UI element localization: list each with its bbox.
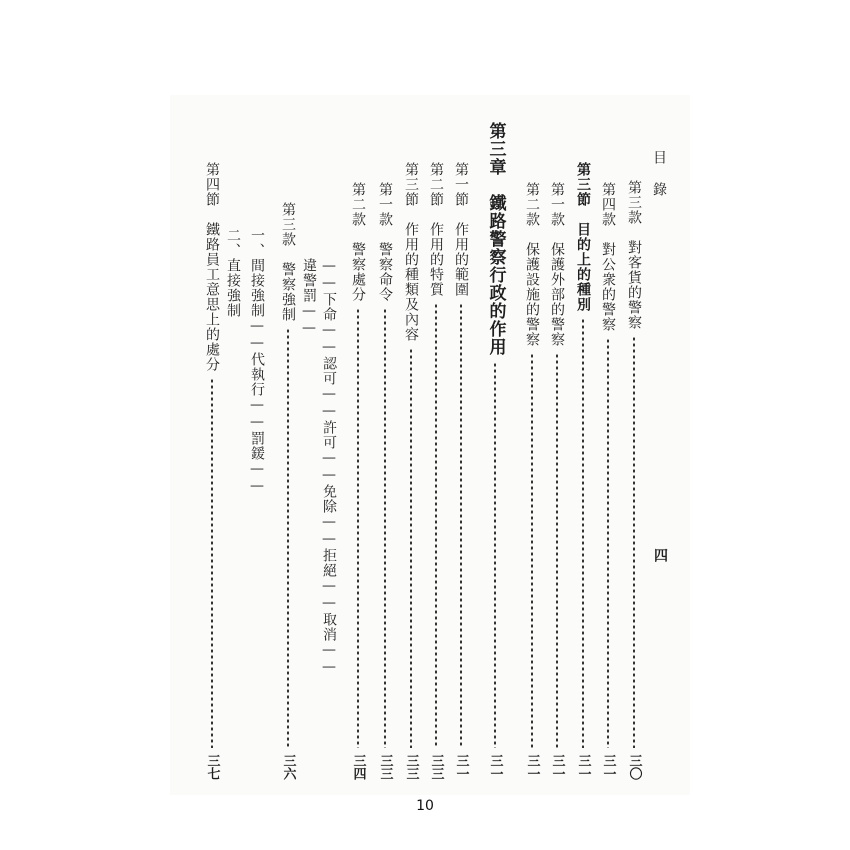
toc-entry-page: 三六 [280,754,296,780]
leader-dots [582,318,584,748]
toc-entry-text: 第一節 作用的範圍 [453,162,469,297]
leader-dots [556,353,558,748]
toc-entry [449,162,473,780]
toc-entry-text: 第三節 作用的種類及內容 [403,162,419,342]
toc-entry-page: 三一 [524,754,540,780]
leader-dots [531,353,533,748]
toc-entry-page: 三七 [204,754,220,780]
toc-entry [545,182,569,780]
page-header-marker: 四 [652,548,668,564]
leader-dots [435,303,437,748]
toc-entry [200,162,224,780]
leader-dots [357,308,359,748]
toc-entry [346,182,370,780]
leader-dots [460,303,462,748]
page-header-title: 目 錄 [651,150,667,198]
toc-entry-page: 三〇 [626,754,642,780]
toc-entry-text: 第三款 警察強制 [280,202,296,322]
toc-entry-page: 三三 [377,754,393,780]
toc-entry-page: 三四 [350,754,366,780]
toc-entry-page: 三一 [487,754,503,780]
toc-entry-chapter [483,122,507,780]
toc-entry-text: 第二節 作用的特質 [428,162,444,297]
toc-entry [520,182,544,780]
leader-dots [494,362,496,748]
toc-entry-page: 三一 [549,754,565,780]
toc-entry [399,162,423,780]
toc-entry-text: 第二款 警察處分 [350,182,366,302]
toc-entry-text: 第三節 目的上的種別 [575,162,591,312]
toc-entry-text: 第三章 鐵路警察行政的作用 [485,122,506,356]
disposal-types-line: ——下命——認可——許可——免除——拒絕——取消—— [321,258,337,676]
direct-enforcement-line: 二、直接強制 [225,228,241,318]
toc-entry-page: 三一 [575,754,591,780]
leader-dots [384,308,386,748]
leader-dots [211,378,213,748]
toc-entry [373,182,397,780]
toc-entry [622,180,646,780]
toc-entry-page: 三三 [428,754,444,780]
toc-entry [424,162,448,780]
violation-penalty-line: 違警罰—— [301,258,317,337]
toc-entry [276,202,300,780]
toc-entry-page: 三一 [453,754,469,780]
toc-entry-page: 三三 [403,754,419,780]
toc-entry [571,162,595,780]
toc-entry-text: 第二款 保護設施的警察 [524,182,540,347]
indirect-enforcement-line: 一、間接強制——代執行——罰鍰—— [249,228,265,495]
toc-entry-text: 第一款 警察命令 [377,182,393,302]
toc-entry-text: 第四節 鐵路員工意思上的處分 [204,162,220,372]
toc-entry [596,182,620,780]
leader-dots [607,338,609,748]
leader-dots [287,328,289,748]
toc-entry-text: 第四款 對公衆的警察 [600,182,616,332]
footer-page-number: 10 [416,798,434,814]
toc-entry-text: 第一款 保護外部的警察 [549,182,565,347]
toc-entry-page: 三一 [600,754,616,780]
leader-dots [633,336,635,748]
toc-entry-text: 第三款 對客貨的警察 [626,180,642,330]
leader-dots [410,348,412,748]
